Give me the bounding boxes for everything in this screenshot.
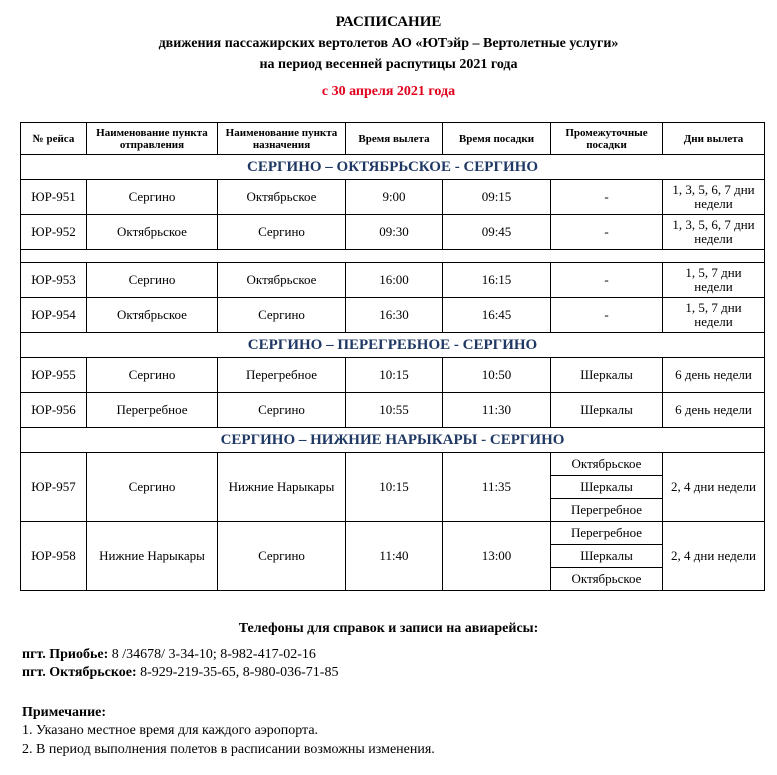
days: 1, 3, 5, 6, 7 дни недели xyxy=(663,180,765,215)
arrival-time: 13:00 xyxy=(443,522,551,591)
note-item: 2. В период выполнения полетов в расписании возможны изменения. xyxy=(22,742,435,757)
table-row xyxy=(21,522,765,545)
route-heading xyxy=(21,155,765,180)
origin: Перегребное xyxy=(87,393,218,428)
stop: Перегребное xyxy=(551,499,663,522)
route-heading xyxy=(21,333,765,358)
days: 1, 5, 7 дни недели xyxy=(663,263,765,298)
departure-time: 10:55 xyxy=(346,393,443,428)
departure-time: 10:15 xyxy=(346,453,443,522)
days: 1, 5, 7 дни недели xyxy=(663,298,765,333)
header-stops: Промежуточные посадки xyxy=(551,123,663,155)
stops: - xyxy=(551,298,663,333)
destination: Нижние Нарыкары xyxy=(218,453,346,522)
stop: Шеркалы xyxy=(551,545,663,568)
destination: Октябрьское xyxy=(218,180,346,215)
arrival-time: 11:35 xyxy=(443,453,551,522)
header-origin: Наименование пункта отправления xyxy=(87,123,218,155)
table-row xyxy=(21,358,765,393)
departure-time: 09:30 xyxy=(346,215,443,250)
schedule-table xyxy=(20,122,765,591)
departure-time: 9:00 xyxy=(346,180,443,215)
contact-phones: 8 /34678/ 3-34-10; 8-982-417-02-16 xyxy=(108,647,316,662)
stops: Шеркалы xyxy=(551,358,663,393)
effective-date: с 30 апреля 2021 года xyxy=(321,84,456,99)
flight-number: ЮР-951 xyxy=(21,180,87,215)
table-row xyxy=(21,393,765,428)
origin: Сергино xyxy=(87,263,218,298)
origin: Сергино xyxy=(87,358,218,393)
destination: Перегребное xyxy=(218,358,346,393)
contacts-title: Телефоны для справок и записи на авиарейсы: xyxy=(238,621,539,636)
route-title: СЕРГИНО – НИЖНИЕ НАРЫКАРЫ - СЕРГИНО xyxy=(21,428,765,453)
arrival-time: 09:45 xyxy=(443,215,551,250)
header-days: Дни вылета xyxy=(663,123,765,155)
stop: Шеркалы xyxy=(551,476,663,499)
document-subtitle: движения пассажирских вертолетов АО «ЮТэйр – Вертолетные услуги» xyxy=(158,36,619,51)
contact-priobye xyxy=(22,647,316,663)
route-heading xyxy=(21,428,765,453)
stops: - xyxy=(551,180,663,215)
arrival-time: 16:15 xyxy=(443,263,551,298)
days: 2, 4 дни недели xyxy=(663,453,765,522)
stop: Октябрьское xyxy=(551,453,663,476)
header-flight: № рейса xyxy=(21,123,87,155)
route-title: СЕРГИНО – ОКТЯБРЬСКОЕ - СЕРГИНО xyxy=(21,155,765,180)
destination: Октябрьское xyxy=(218,263,346,298)
stop: Перегребное xyxy=(551,522,663,545)
contact-phones: 8-929-219-35-65, 8-980-036-71-85 xyxy=(136,665,339,680)
contact-label: пгт. Октябрьское: xyxy=(22,665,137,680)
days: 2, 4 дни недели xyxy=(663,522,765,591)
stops: Шеркалы xyxy=(551,393,663,428)
table-header-row xyxy=(21,123,765,155)
arrival-time: 16:45 xyxy=(443,298,551,333)
contact-oktyabrskoe xyxy=(22,665,338,681)
origin: Нижние Нарыкары xyxy=(87,522,218,591)
table-row xyxy=(21,180,765,215)
stop: Октябрьское xyxy=(551,568,663,591)
departure-time: 11:40 xyxy=(346,522,443,591)
contact-label: пгт. Приобье: xyxy=(22,647,109,662)
departure-time: 16:30 xyxy=(346,298,443,333)
origin: Октябрьское xyxy=(87,215,218,250)
destination: Сергино xyxy=(218,522,346,591)
destination: Сергино xyxy=(218,298,346,333)
flight-number: ЮР-953 xyxy=(21,263,87,298)
arrival-time: 09:15 xyxy=(443,180,551,215)
destination: Сергино xyxy=(218,215,346,250)
departure-time: 16:00 xyxy=(346,263,443,298)
header-departure: Время вылета xyxy=(346,123,443,155)
header-destination: Наименование пункта назначения xyxy=(218,123,346,155)
stops: - xyxy=(551,263,663,298)
flight-number: ЮР-958 xyxy=(21,522,87,591)
notes-title: Примечание: xyxy=(22,705,107,720)
flight-number: ЮР-955 xyxy=(21,358,87,393)
table-row xyxy=(21,453,765,476)
days: 6 день недели xyxy=(663,358,765,393)
table-row xyxy=(21,263,765,298)
origin: Октябрьское xyxy=(87,298,218,333)
flight-number: ЮР-952 xyxy=(21,215,87,250)
arrival-time: 10:50 xyxy=(443,358,551,393)
route-title: СЕРГИНО – ПЕРЕГРЕБНОЕ - СЕРГИНО xyxy=(21,333,765,358)
days: 1, 3, 5, 6, 7 дни недели xyxy=(663,215,765,250)
flight-number: ЮР-957 xyxy=(21,453,87,522)
document-period: на период весенней распутицы 2021 года xyxy=(259,57,518,72)
origin: Сергино xyxy=(87,180,218,215)
table-row xyxy=(21,215,765,250)
days: 6 день недели xyxy=(663,393,765,428)
table-row xyxy=(21,298,765,333)
flight-number: ЮР-956 xyxy=(21,393,87,428)
departure-time: 10:15 xyxy=(346,358,443,393)
origin: Сергино xyxy=(87,453,218,522)
spacer-row xyxy=(21,250,765,263)
stops: - xyxy=(551,215,663,250)
flight-number: ЮР-954 xyxy=(21,298,87,333)
note-item: 1. Указано местное время для каждого аэропорта. xyxy=(22,723,319,738)
document-title: РАСПИСАНИЕ xyxy=(335,14,442,30)
header-arrival: Время посадки xyxy=(443,123,551,155)
destination: Сергино xyxy=(218,393,346,428)
arrival-time: 11:30 xyxy=(443,393,551,428)
